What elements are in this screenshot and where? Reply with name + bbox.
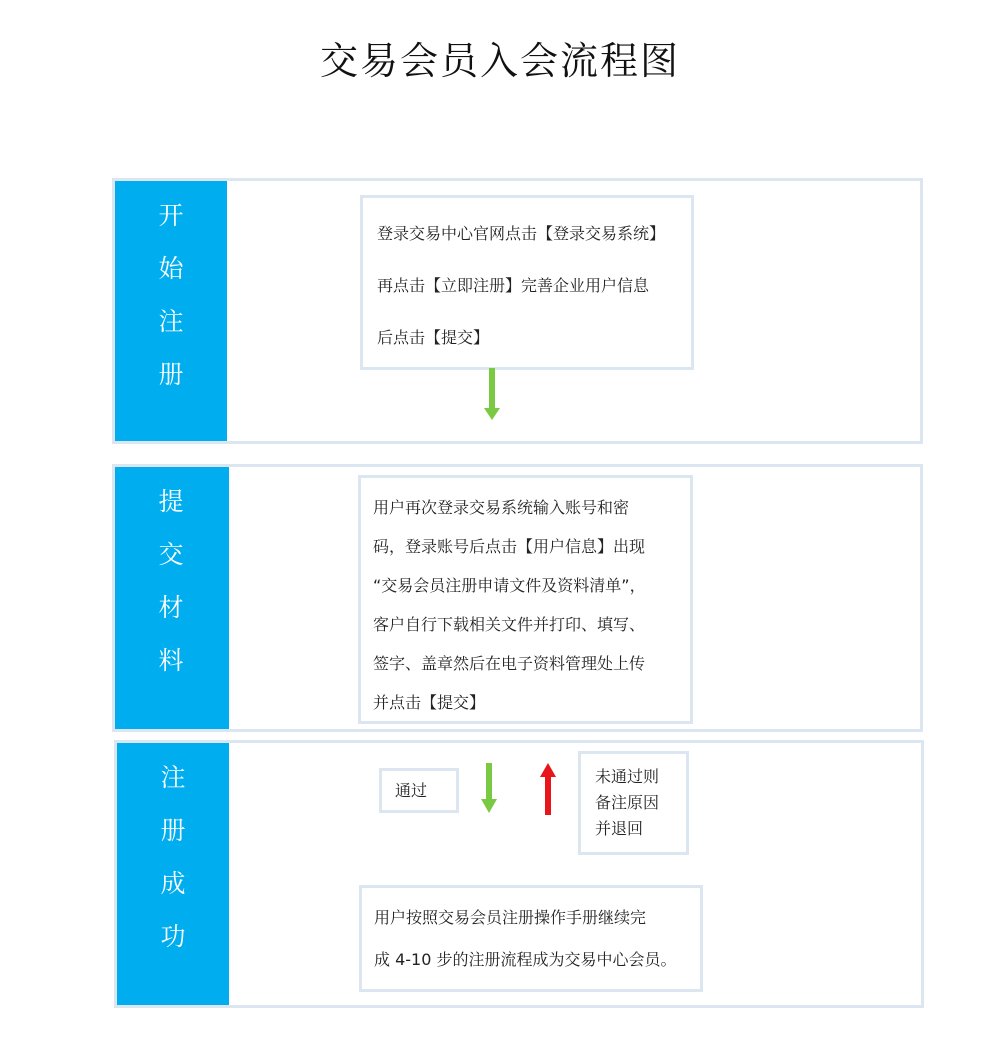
- description-line: 成 4-10 步的注册流程成为交易中心会员。: [374, 950, 677, 969]
- description-line: 用户按照交易会员注册操作手册继续完: [374, 908, 647, 927]
- fail-note-line: 未通过则: [595, 767, 660, 786]
- description-line: 码，登录账号后点击【用户信息】出现: [373, 537, 646, 556]
- description-line: “交易会员注册申请文件及资料清单”，: [373, 576, 646, 595]
- step-label-char: 开: [158, 201, 184, 230]
- fail-note-line: 备注原因: [595, 793, 660, 812]
- description-line: 并点击【提交】: [373, 693, 486, 712]
- fail-note-line: 并退回: [595, 819, 644, 838]
- step-label-char: 注: [160, 763, 186, 792]
- step-label-char: 材: [158, 593, 184, 622]
- step-label-char: 交: [158, 540, 184, 569]
- step-label-registration-success: [117, 743, 229, 1005]
- description-line: 客户自行下载相关文件并打印、填写、: [373, 615, 646, 634]
- pass-label-box: [379, 768, 459, 813]
- step-label-char: 册: [158, 360, 184, 389]
- description-line: 再点击【立即注册】完善企业用户信息: [377, 276, 650, 295]
- green-down-arrow-icon: [481, 763, 497, 813]
- step-label-char: 始: [158, 254, 184, 283]
- step-label-char: 注: [158, 307, 184, 336]
- pass-label: 通过: [395, 781, 428, 800]
- step-description-box: [360, 195, 694, 370]
- step-label-char: 提: [158, 487, 184, 516]
- green-down-arrow-icon: [484, 368, 500, 420]
- step-description-box: [358, 475, 693, 724]
- step-panel-start-registration: [112, 178, 923, 444]
- description-line: 后点击【提交】: [377, 328, 490, 347]
- step-label-char: 册: [160, 816, 186, 845]
- description-line: 登录交易中心官网点击【登录交易系统】: [377, 224, 666, 243]
- step-description-box: [359, 885, 703, 992]
- step-label-char: 功: [160, 922, 186, 951]
- page-title: 交易会员入会流程图: [319, 39, 680, 83]
- step-label-start-registration: [115, 181, 227, 441]
- step-panel-registration-success: [114, 740, 924, 1008]
- red-up-arrow-icon: [540, 763, 556, 815]
- fail-note-box: [578, 751, 689, 855]
- description-line: 签字、盖章然后在电子资料管理处上传: [373, 654, 646, 673]
- description-line: 用户再次登录交易系统输入账号和密: [373, 498, 630, 517]
- step-label-char: 成: [160, 869, 186, 898]
- step-label-char: 料: [158, 646, 184, 675]
- step-label-submit-materials: [115, 467, 229, 729]
- step-panel-submit-materials: [112, 464, 923, 732]
